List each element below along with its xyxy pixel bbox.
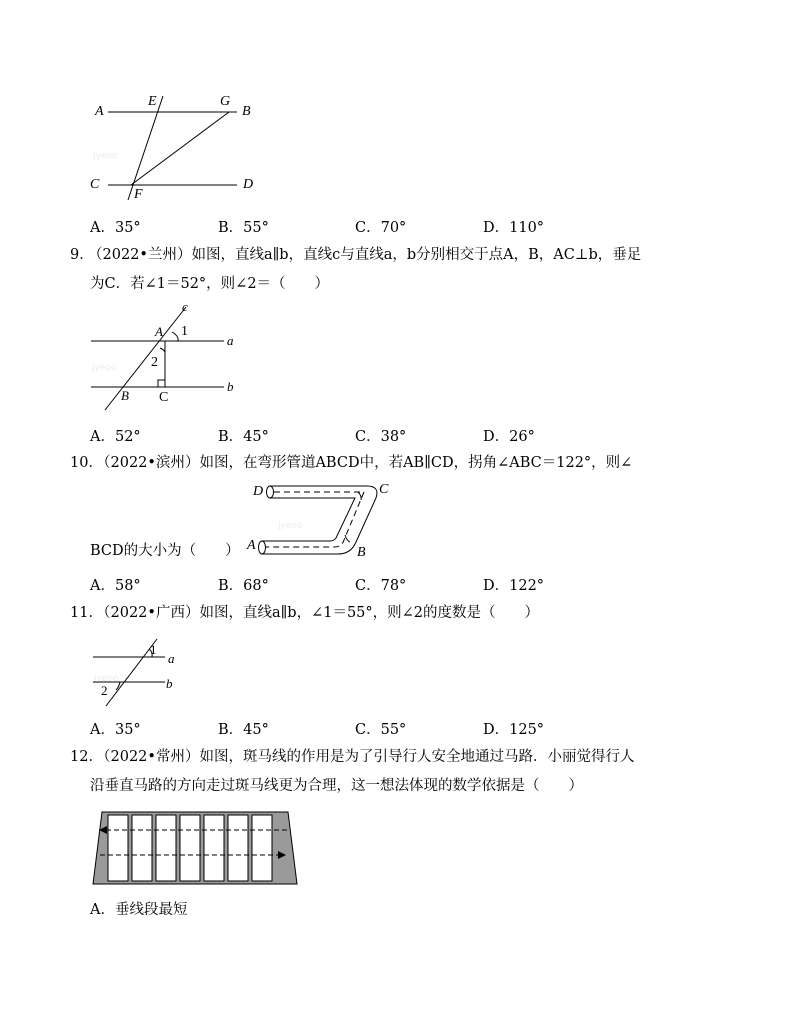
q9-option-b: B．45° (218, 429, 269, 445)
q12-stripe (156, 815, 176, 881)
q10-label-C: C (379, 482, 389, 497)
q11-stem-line1: （2022•广西）如图，直线a∥b，∠1＝55°，则∠2的度数是（ ） (96, 605, 540, 621)
q9-angle1-arc (172, 332, 178, 341)
q12-stripe (204, 815, 224, 881)
q12-stem-line1: （2022•常州）如图，斑马线的作用是为了引导行人安全地通过马路．小丽觉得行人 (96, 749, 635, 765)
q12-stem-line2: 沿垂直马路的方向走过斑马线更为合理，这一想法体现的数学依据是（ ） (90, 778, 583, 794)
q10-angle-c-arc (358, 492, 361, 500)
q10-stem-line1: （2022•滨州）如图，在弯形管道ABCD中，若AB∥CD，拐角∠ABC＝122°，则∠ (96, 455, 633, 471)
q11-number: 11． (70, 605, 103, 621)
q9-label-1: 1 (181, 324, 188, 339)
q9-label-B: B (121, 388, 129, 403)
q9-angle2-arc (160, 348, 165, 353)
q8-option-b: B．55° (218, 220, 269, 236)
q9-option-c: C．38° (355, 429, 407, 445)
q10-option-d: D．122° (483, 578, 545, 594)
q12-number: 12． (70, 749, 103, 765)
q11-option-c: C．55° (355, 722, 407, 738)
q11-option-b: B．45° (218, 722, 269, 738)
q11-option-d: D．125° (483, 722, 545, 738)
q9-stem-line2: 为C．若∠1＝52°，则∠2＝（ ） (90, 276, 330, 292)
svg-text:Jyeoo: Jyeoo (278, 521, 303, 531)
q8-label-G: G (220, 94, 231, 109)
q9-option-a: A．52° (90, 429, 141, 445)
q12-stripe (132, 815, 152, 881)
q9-label-c: c (182, 299, 188, 314)
q9-figure (88, 300, 258, 415)
q11-label-1: 1 (150, 642, 157, 657)
q8-label-E: E (148, 94, 157, 109)
q9-label-A: A (155, 324, 163, 339)
q10-figure (250, 478, 400, 560)
q9-line-c (105, 307, 186, 410)
q9-label-C: C (159, 390, 169, 405)
q8-option-c: C．70° (355, 220, 407, 236)
q11-label-a: a (168, 651, 175, 666)
q10-label-B: B (357, 545, 366, 560)
q10-number: 10． (70, 455, 103, 471)
q10-pipe-outer (262, 486, 377, 554)
q8-option-a: A．35° (90, 220, 141, 236)
q11-label-2: 2 (101, 683, 108, 698)
q12-option-a: A．垂线段最短 (90, 902, 188, 918)
q10-centerline (266, 492, 364, 547)
q12-stripe (252, 815, 272, 881)
q10-pipe-end-a (259, 541, 266, 554)
q9-label-a: a (227, 333, 234, 348)
q8-label-D: D (243, 177, 254, 192)
q12-stripe (228, 815, 248, 881)
q8-label-A: A (95, 104, 104, 119)
q8-option-d: D．110° (483, 220, 545, 236)
q10-pipe-inner (262, 498, 355, 541)
q12-crosswalk-figure (92, 810, 298, 886)
q9-label-2: 2 (151, 355, 158, 370)
q9-right-angle-mark (158, 380, 165, 387)
q10-angle-b-arc (345, 535, 350, 542)
q9-option-d: D．26° (483, 429, 535, 445)
q8-label-F: F (134, 187, 143, 202)
svg-text:Jyeoo: Jyeoo (92, 363, 117, 373)
q8-label-B: B (242, 104, 251, 119)
q8-label-C: C (90, 177, 100, 192)
q9-number: 9． (70, 247, 94, 263)
q10-pipe-end-d (267, 486, 274, 498)
q12-stripe (180, 815, 200, 881)
svg-text:Jyeoo: Jyeoo (93, 151, 118, 161)
svg-text:Jyeoo: Jyeoo (94, 674, 119, 684)
q10-option-c: C．78° (355, 578, 407, 594)
q9-stem-line1: （2022•兰州）如图，直线a∥b，直线c与直线a，b分别相交于点A，B，AC⊥b，垂足 (88, 247, 642, 263)
q10-stem-line2: BCD的大小为（ ） (90, 543, 240, 559)
q10-option-b: B．68° (218, 578, 269, 594)
q11-figure (90, 636, 185, 711)
q10-label-D: D (253, 484, 264, 499)
q9-label-b: b (227, 379, 234, 394)
q10-label-A: A (247, 538, 256, 553)
q12-stripe (108, 815, 128, 881)
q8-figure (85, 92, 265, 207)
q10-option-a: A．58° (90, 578, 141, 594)
q11-option-a: A．35° (90, 722, 141, 738)
q11-label-b: b (166, 676, 173, 691)
